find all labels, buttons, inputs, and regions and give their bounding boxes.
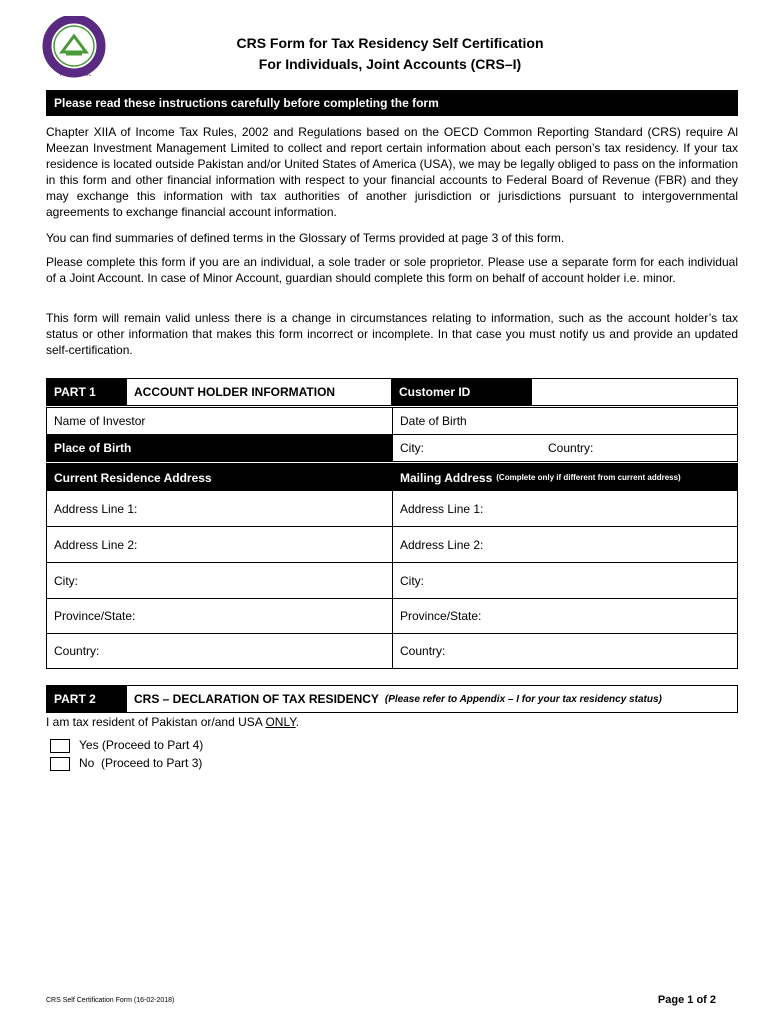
no-option-label: No (Proceed to Part 3) [79, 756, 203, 770]
part2-label: PART 2 [47, 686, 127, 712]
current-province-state[interactable]: Province/State: [54, 609, 136, 623]
instructions-paragraph-2: You can find summaries of defined terms in the Glossary of Terms provided at page 3 of this form. [46, 231, 565, 245]
part2-title-note: (Please refer to Appendix – I for your tax residency status) [384, 693, 662, 705]
part1-title: ACCOUNT HOLDER INFORMATION [134, 385, 336, 399]
almeezan-logo [38, 16, 110, 82]
instructions-paragraph-4: This form will remain valid unless there is a change in circumstances relating to information, such as the account holder’s tax status or other information that makes this form incorrect or incomplete. In that case you must notify us and provide an updated self-certification. [46, 311, 738, 357]
mailing-country[interactable]: Country: [400, 644, 446, 658]
current-address-line1[interactable]: Address Line 1: [54, 501, 138, 516]
current-address-line2[interactable]: Address Line 2: [54, 537, 138, 552]
name-of-investor-label[interactable]: Name of Investor [54, 414, 146, 428]
form-title-line1: CRS Form for Tax Residency Self Certification [236, 35, 544, 51]
instructions-paragraph-3: Please complete this form if you are an individual, a sole trader or sole proprietor. Please use a separate form for each individual of a Joint Account. In case of Minor Account, guardian should complete this form on behalf of account holder i.e. minor. [46, 255, 738, 285]
part1-label: PART 1 [47, 379, 127, 405]
tax-resident-question [46, 715, 299, 729]
mailing-address-line2[interactable]: Address Line 2: [400, 537, 484, 552]
mailing-address-header [393, 464, 737, 491]
form-id: CRS Self Certification Form (16-02-2018) [46, 997, 175, 1004]
logo-tagline: Pure. Profit. [60, 72, 92, 78]
yes-option-label: Yes (Proceed to Part 4) [79, 738, 204, 752]
part2-title-text: CRS – DECLARATION OF TAX RESIDENCY [134, 692, 379, 706]
mailing-city[interactable]: City: [400, 573, 424, 588]
part2-header-row [46, 685, 738, 713]
current-country[interactable]: Country: [54, 644, 100, 658]
question-suffix: . [295, 715, 300, 729]
customer-id-field[interactable] [532, 379, 737, 405]
part1-header-row [46, 378, 738, 406]
birth-country-label[interactable]: Country: [548, 441, 594, 455]
current-address-header: Current Residence Address [47, 464, 393, 491]
date-of-birth-label[interactable]: Date of Birth [400, 414, 467, 428]
current-city[interactable]: City: [54, 573, 78, 588]
question-emphasis: ONLY [265, 715, 296, 729]
form-title-line2: For Individuals, Joint Accounts (CRS–I) [258, 56, 522, 72]
yes-checkbox[interactable] [50, 739, 70, 753]
customer-id-label: Customer ID [392, 379, 532, 405]
no-checkbox[interactable] [50, 757, 70, 771]
part1-identity-table [46, 407, 738, 462]
place-of-birth-label: Place of Birth [47, 435, 392, 461]
question-prefix: I am tax resident of Pakistan or/and USA [46, 715, 266, 729]
mailing-address-line1[interactable]: Address Line 1: [400, 501, 484, 516]
part2-title [127, 686, 737, 712]
address-table [46, 463, 738, 669]
birth-city-label[interactable]: City: [400, 441, 424, 455]
page-number: Page 1 of 2 [657, 994, 716, 1006]
instructions-bar: Please read these instructions carefully before completing the form [46, 90, 738, 116]
instructions-paragraph-1: Chapter XIIA of Income Tax Rules, 2002 and Regulations based on the OECD Common Reporting Standard (CRS) require Al Meezan Investment Management Limited to collect and report certain information about each person’s tax residency. If your tax residence is located outside Pakistan and/or United States of America (USA), we may be legally obliged to pass on the information in this form and other financial information with respect to your financial accounts to Federal Board of Revenue (FBR) and they may exchange this information with tax authorities of another jurisdiction or jurisdictions pursuant to intergovernmental agreements to exchange financial account information. [46, 125, 738, 219]
mailing-address-title: Mailing Address [400, 470, 493, 485]
mailing-address-note: (Complete only if different from current address) [496, 473, 681, 482]
mailing-province-state[interactable]: Province/State: [400, 609, 482, 623]
